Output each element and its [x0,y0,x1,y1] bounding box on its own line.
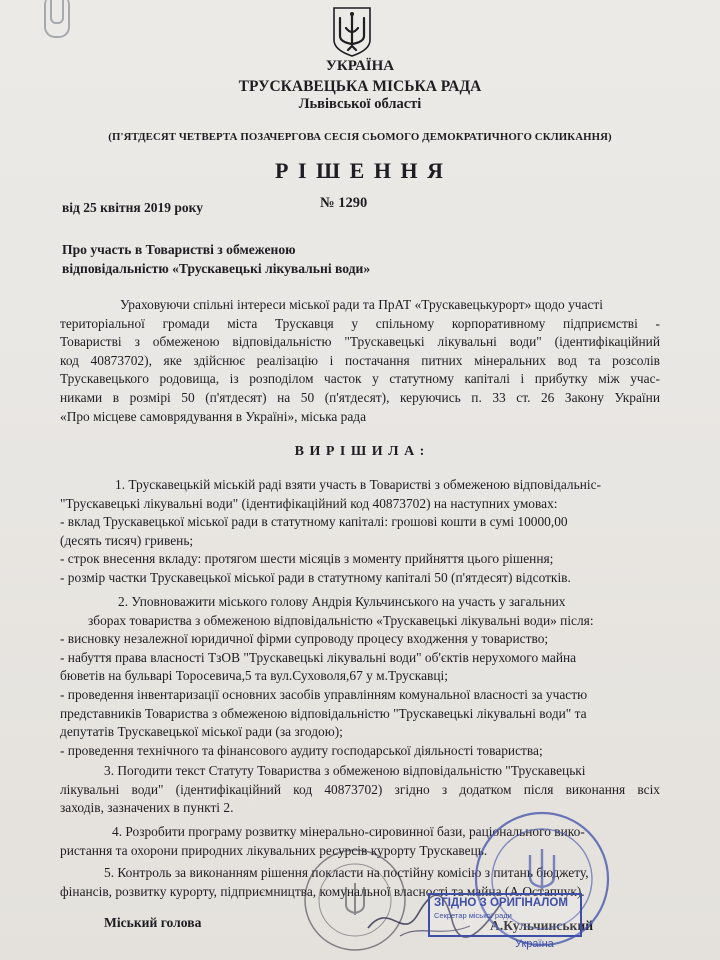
preamble-line: «Про місцеве самоврядування в Україні», міська рада [60,408,367,424]
item-line: - висновку незалежної юридичної фірми супроводу процесу входження у товариство; [60,631,549,647]
item-line: 2. Уповноважити міського голову Андрія Кульчинського на участь у загальних [118,594,566,609]
document-date: від 25 квітня 2019 року [62,200,203,215]
document-number: № 1290 [320,195,368,211]
subject-line: Про участь в Товаристві з обмеженою [62,242,296,257]
item-line: (десять тисяч) гривень; [60,532,194,548]
subject-line: відповідальністю «Трускавецькі лікувальні води» [62,261,371,276]
approval-stamp-text: ЗГІДНО З ОРИГІНАЛОМ [434,897,568,909]
region-heading: Львівської області [298,96,422,112]
item-line: 4. Розробити програму розвитку мінерально-сировинної бази, раціонального вико- [112,824,585,839]
decision-item-1 [60,476,660,588]
paper-clip-icon [44,0,70,38]
preamble-line: Трускавецького родовища, із розподілом часток у статутному капіталі і прибутку між учас- [60,371,660,387]
trident-emblem-icon [330,6,374,58]
item-line: - строк внесення вкладу: протягом шести місяців з моменту прийняття цього рішення; [60,551,554,567]
item-line: депутатів Трускавецької міської ради (за згодою); [60,724,343,740]
session-heading: (П'ЯТДЕСЯТ ЧЕТВЕРТА ПОЗАЧЕРГОВА СЕСІЯ СЬОМОГО ДЕМОКРАТИЧНОГО СКЛИКАННЯ) [108,131,612,143]
mayor-name: А.Кульчинський [490,918,594,933]
council-heading: ТРУСКАВЕЦЬКА МІСЬКА РАДА [238,78,482,95]
item-line: 1. Трускавецькій міській раді взяти участь в Товаристві з обмеженою відповідальніс- [115,477,601,492]
document-title: Р І Ш Е Н Н Я [275,158,445,183]
stamp-country-word: Україна [515,938,554,950]
item-line: заходів, зазначених в пункті 2. [60,800,234,816]
item-line: 5. Контроль за виконанням рішення покласти на постійну комісію з питань бюджету, [104,865,589,880]
item-line: фінансів, розвитку курорту, підприємництва, комунальної власності та майна (А.Остапчук). [60,883,585,899]
preamble-paragraph [60,296,660,426]
item-line: зборах товариства з обмеженою відповідальністю «Трускавецькі лікувальні води» після: [88,612,594,628]
approval-stamp-box [428,893,582,937]
item-line: - проведення технічного та фінансового аудиту господарської діяльності товариства; [60,742,543,758]
item-line: представників Товариства з обмеженою відповідальністю "Трускавецькі лікувальні води" та [60,705,587,721]
item-line: ристання та охорони природних лікувальних ресурсів курорту Трускавець. [60,842,488,858]
item-line: бюветів на бульварі Торосевича,5 та вул.Суховоля,67 у м.Трускавці; [60,668,448,684]
item-line: - набуття права власності ТзОВ "Трускавецькі лікувальні води" об'єктів нерухомого майна [60,649,577,665]
preamble-line: територіальної громади міста Трускавця у спільному корпоративному підприємстві - [60,315,660,331]
approval-stamp-role: Секретар міської ради [434,911,512,920]
item-line: - вклад Трускавецької міської ради в статутному капіталі: грошові кошти в сумі 10000,00 [60,514,568,530]
decided-heading: В И Р І Ш И Л А : [294,444,426,459]
preamble-line: Товаристві з обмеженою відповідальністю "Трускавецькі лікувальні води" (ідентифікаційний [60,334,660,350]
preamble-line: код 40873702), яке здійснює реалізацію і постачання питних мінеральних вод та розсолів [60,352,660,368]
item-line: - розмір частки Трускавецької міської ради в статутному капіталі 50 (п'ятдесят) відсотків. [60,569,571,585]
item-line: 3. Погодити текст Статуту Товариства з обмеженою відповідальністю "Трускавецькі [104,763,586,778]
document-subject [62,240,370,278]
mayor-label: Міський голова [104,915,202,930]
country-heading: УКРАЇНА [325,58,395,74]
decision-item-2 [60,593,660,760]
item-line: лікувальні води" (ідентифікаційний код 40873702) згідно з додатком після виконання всіх [60,781,660,797]
preamble-line: никами в розмірі 50 (п'ятдесят) на 50 (п'ятдесят), керуючись п. 33 ст. 26 Закону України [60,389,660,405]
item-line: "Трускавецькі лікувальні води" (ідентифікаційний код 40873702) на наступних умовах: [60,495,558,511]
item-line: - проведення інвентаризації основних засобів управлінням комунальної власності за участю [60,686,588,702]
preamble-line: Ураховуючи спільні інтереси міської ради та ПрАТ «Трускавецькурорт» щодо участі [120,297,603,312]
